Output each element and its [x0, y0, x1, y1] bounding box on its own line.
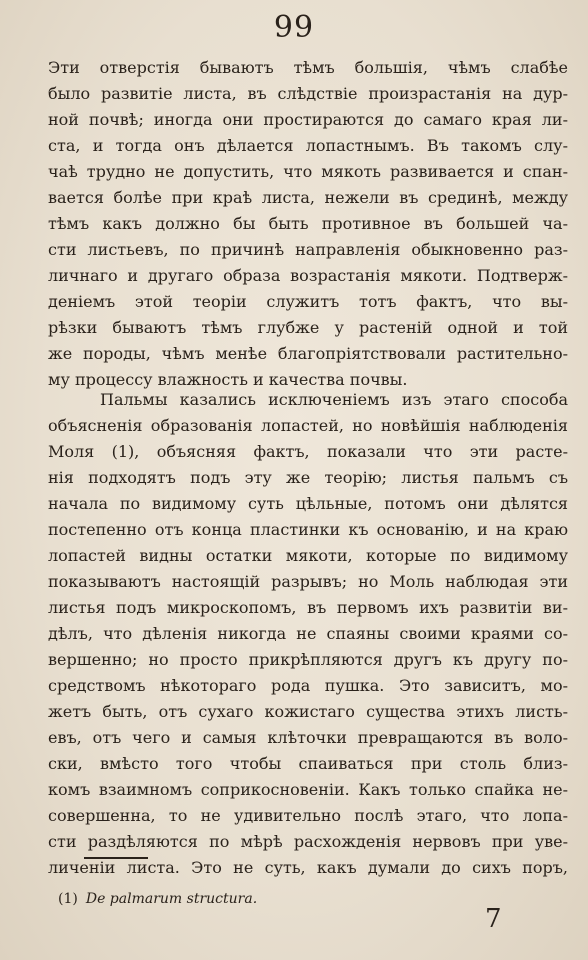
text-line: вается болѣе при краѣ листа, нежели въ срединѣ, между [48, 188, 568, 207]
text-line: постепенно отъ конца пластинки къ основанію, и на краю [48, 520, 568, 539]
text-line: жетъ быть, отъ сухаго кожистаго существа этихъ листь- [48, 702, 568, 721]
text-line: рѣзки бываютъ тѣмъ глубже у растеній одной и той [48, 318, 568, 337]
text-line: ста, и тогда онъ дѣлается лопастнымъ. Въ такомъ слу- [48, 136, 568, 155]
text-line: Эти отверстія бываютъ тѣмъ большія, чѣмъ слабѣе [48, 58, 568, 77]
text-line: деніемъ этой теоріи служитъ тотъ фактъ, что вы- [48, 292, 568, 311]
text-line: начала по видимому суть цѣльные, потомъ они дѣлятся [48, 494, 568, 513]
text-line: личеніи листа. Это не суть, какъ думали до сихъ поръ, [48, 858, 568, 877]
text-line: было развитіе листа, въ слѣдствіе произрастанія на дур- [48, 84, 568, 103]
text-line: тѣмъ какъ должно бы быть противное въ большей ча- [48, 214, 568, 233]
text-line: Пальмы казались исключеніемъ изъ этаго способа [100, 390, 568, 409]
footnote [58, 888, 257, 910]
text-line: личнаго и другаго образа возрастанія мякоти. Подтверж- [48, 266, 568, 285]
text-line: ски, вмѣсто того чтобы спаиваться при столь близ- [48, 754, 568, 773]
text-line: вершенно; но просто прикрѣпляются другъ къ другу по- [48, 650, 568, 669]
text-line: Моля (1), объясняя фактъ, показали что эти расте- [48, 442, 568, 461]
text-line: же породы, чѣмъ менѣе благопріятствовали растительно- [48, 344, 568, 363]
text-line: евъ, отъ чего и самыя клѣточки превращаются въ воло- [48, 728, 568, 747]
text-line: дѣлъ, что дѣленія никогда не спаяны своими краями со- [48, 624, 568, 643]
text-line: ной почвѣ; иногда они простираются до самаго края ли- [48, 110, 568, 129]
text-line: сти листьевъ, по причинѣ направленія обыкновенно раз- [48, 240, 568, 259]
text-line: лопастей видны остатки мякоти, которые по видимому [48, 546, 568, 565]
text-line: средствомъ нѣкотораго рода пушка. Это зависитъ, мо- [48, 676, 568, 695]
page-number: 99 [273, 10, 315, 45]
text-line: совершенна, то не удивительно послѣ этаго, что лопа- [48, 806, 568, 825]
text-line: листья подъ микроскопомъ, въ первомъ ихъ развитіи ви- [48, 598, 568, 617]
text-line: комъ взаимномъ соприкосновеніи. Какъ только спайка не- [48, 780, 568, 799]
signature-mark: 7 [485, 904, 502, 934]
text-line: му процессу влажность и качества почвы. [48, 370, 408, 389]
text-line: объясненія образованія лопастей, но новѣйшія наблюденія [48, 416, 568, 435]
footnote-marker: (1) [58, 891, 78, 907]
footnote-divider [84, 857, 148, 859]
footnote-text: De palmarum structura. [85, 891, 258, 907]
text-line: чаѣ трудно не допустить, что мякоть развивается и спан- [48, 162, 568, 181]
text-line: показываютъ настоящій разрывъ; но Моль наблюдая эти [48, 572, 568, 591]
text-line: сти раздѣляются по мѣрѣ расхожденія нервовъ при уве- [48, 832, 568, 851]
text-line: нія подходятъ подъ эту же теорію; листья пальмъ съ [48, 468, 568, 487]
